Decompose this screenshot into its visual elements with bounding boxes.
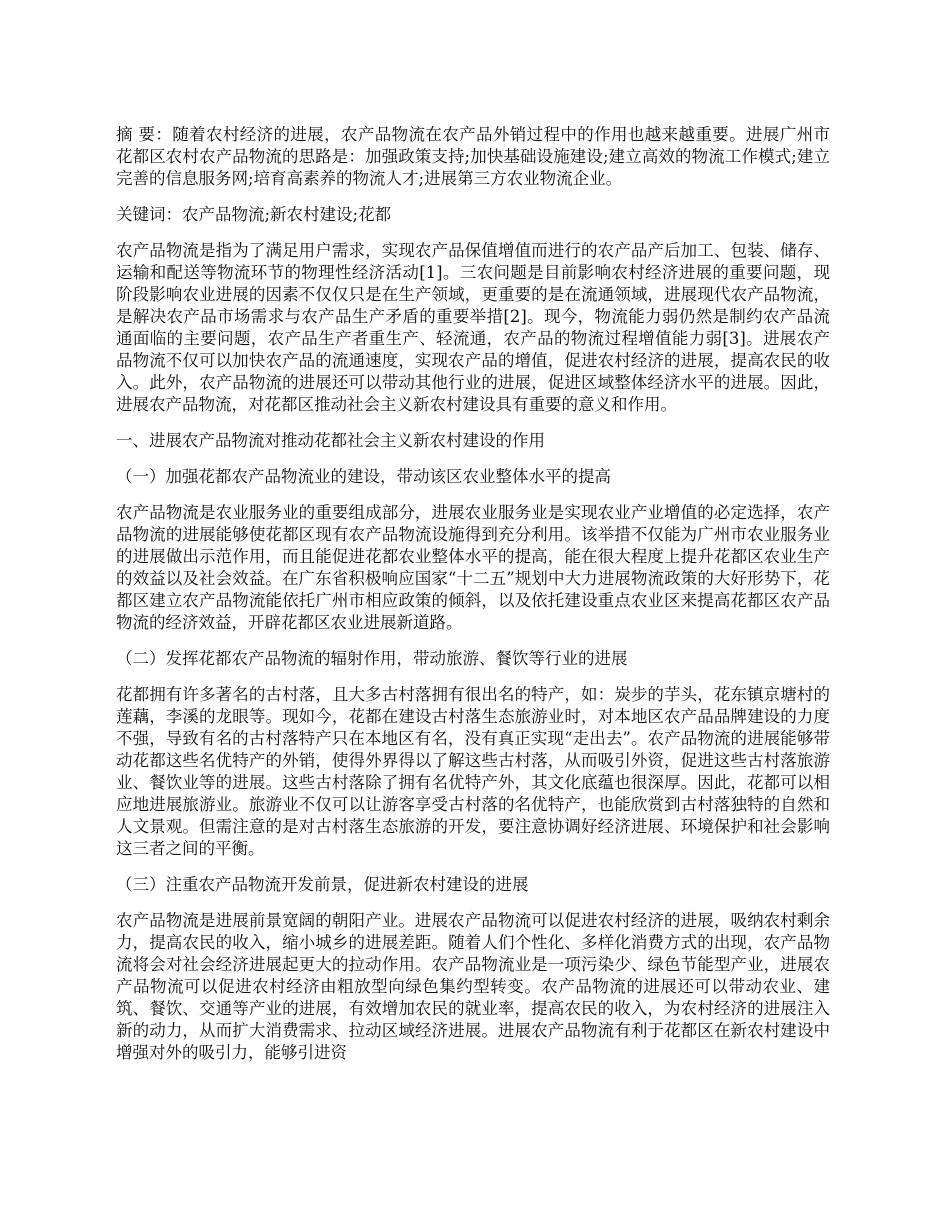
subsection-body-1: 农产品物流是农业服务业的重要组成部分，进展农业服务业是实现农业产业增值的必定选择，农产品物流的进展能够使花都区现有农产品物流设施得到充分利用。该举措不仅能为广州市农业服务业的进展做出示范作用，而且能促进花都农业整体水平的提高，能在很大程度上提升花都区农业生产的效益以及社会效益。在广东省积极响应国家“十二五”规划中大力进展物流政策的大好形势下，花都区建立农产品物流能依托广州市相应政策的倾斜，以及依托建设重点农业区来提高花都区农产品物流的经济效益，开辟花都区农业进展新道路。 — [116, 503, 830, 632]
keywords-line: 关键词：农产品物流;新农村建设;花都 — [116, 205, 392, 224]
subsection-body-2: 花都拥有许多著名的古村落，且大多古村落拥有很出名的特产，如：炭步的芋头，花东镇京塘村的莲藕，李溪的龙眼等。现如今，花都在建设古村落生态旅游业时，对本地区农产品品牌建设的力度不强，导致有名的古村落特产只在本地区有名，没有真正实现“走出去”。农产品物流的进展能够带动花都这些名优特产的外销，使得外界得以了解这些古村落，从而吸引外资，促进这些古村落旅游业、餐饮业等的进展。这些古村落除了拥有名优特产外，其文化底蕴也很深厚。因此，花都可以相应地进展旅游业。旅游业不仅可以让游客享受古村落的名优特产，也能欣赏到古村落独特的自然和人文景观。但需注意的是对古村落生态旅游的开发，要注意协调好经济进展、环境保护和社会影响这三者之间的平衡。 — [116, 685, 830, 858]
subsection-heading-2: （二）发挥花都农产品物流的辐射作用，带动旅游、餐饮等行业的进展 — [116, 649, 628, 668]
subsection-heading-1: （一）加强花都农产品物流业的建设，带动该区农业整体水平的提高 — [116, 467, 611, 486]
abstract-paragraph: 摘 要：随着农村经济的进展，农产品物流在农产品外销过程中的作用也越来越重要。进展广州市花都区农村农产品物流的思路是：加强政策支持;加快基础设施建设;建立高效的物流工作模式;建立完善的信息服务网;培育高素养的物流人才;进展第三方农业物流企业。 — [116, 125, 830, 188]
subsection-body-3: 农产品物流是进展前景宽阔的朝阳产业。进展农产品物流可以促进农村经济的进展，吸纳农村剩余力，提高农民的收入，缩小城乡的进展差距。随着人们个性化、多样化消费方式的出现，农产品物流将会对社会经济进展起更大的拉动作用。农产品物流业是一项污染少、绿色节能型产业，进展农产品物流可以促进农村经济由粗放型向绿色集约型转变。农产品物流的进展还可以带动农业、建筑、餐饮、交通等产业的进展，有效增加农民的就业率，提高农民的收入，为农村经济的进展注入新的动力，从而扩大消费需求、拉动区域经济进展。进展农产品物流有利于花都区在新农村建设中增强对外的吸引力，能够引进资 — [116, 911, 830, 1062]
section-heading-1: 一、进展农产品物流对推动花都社会主义新农村建设的作用 — [116, 431, 545, 450]
intro-paragraph: 农产品物流是指为了满足用户需求，实现农产品保值增值而进行的农产品产后加工、包装、储存、运输和配送等物流环节的物理性经济活动[1]。三农问题是目前影响农村经济进展的重要问题，现阶段影响农业进展的因素不仅仅只是在生产领域，更重要的是在流通领域，进展现代农产品物流，是解决农产品市场需求与农产品生产矛盾的重要举措[2]。现今，物流能力弱仍然是制约农产品流通面临的主要问题，农产品生产者重生产、轻流通，农产品的物流过程增值能力弱[3]。进展农产品物流不仅可以加快农产品的流通速度，实现农产品的增值，促进农村经济的进展，提高农民的收入。此外，农产品物流的进展还可以带动其他行业的进展，促进区域整体经济水平的进展。因此，进展农产品物流，对花都区推动社会主义新农村建设具有重要的意义和作用。 — [116, 241, 830, 414]
subsection-heading-3: （三）注重农产品物流开发前景，促进新农村建设的进展 — [116, 875, 529, 894]
document-page — [116, 124, 830, 1078]
